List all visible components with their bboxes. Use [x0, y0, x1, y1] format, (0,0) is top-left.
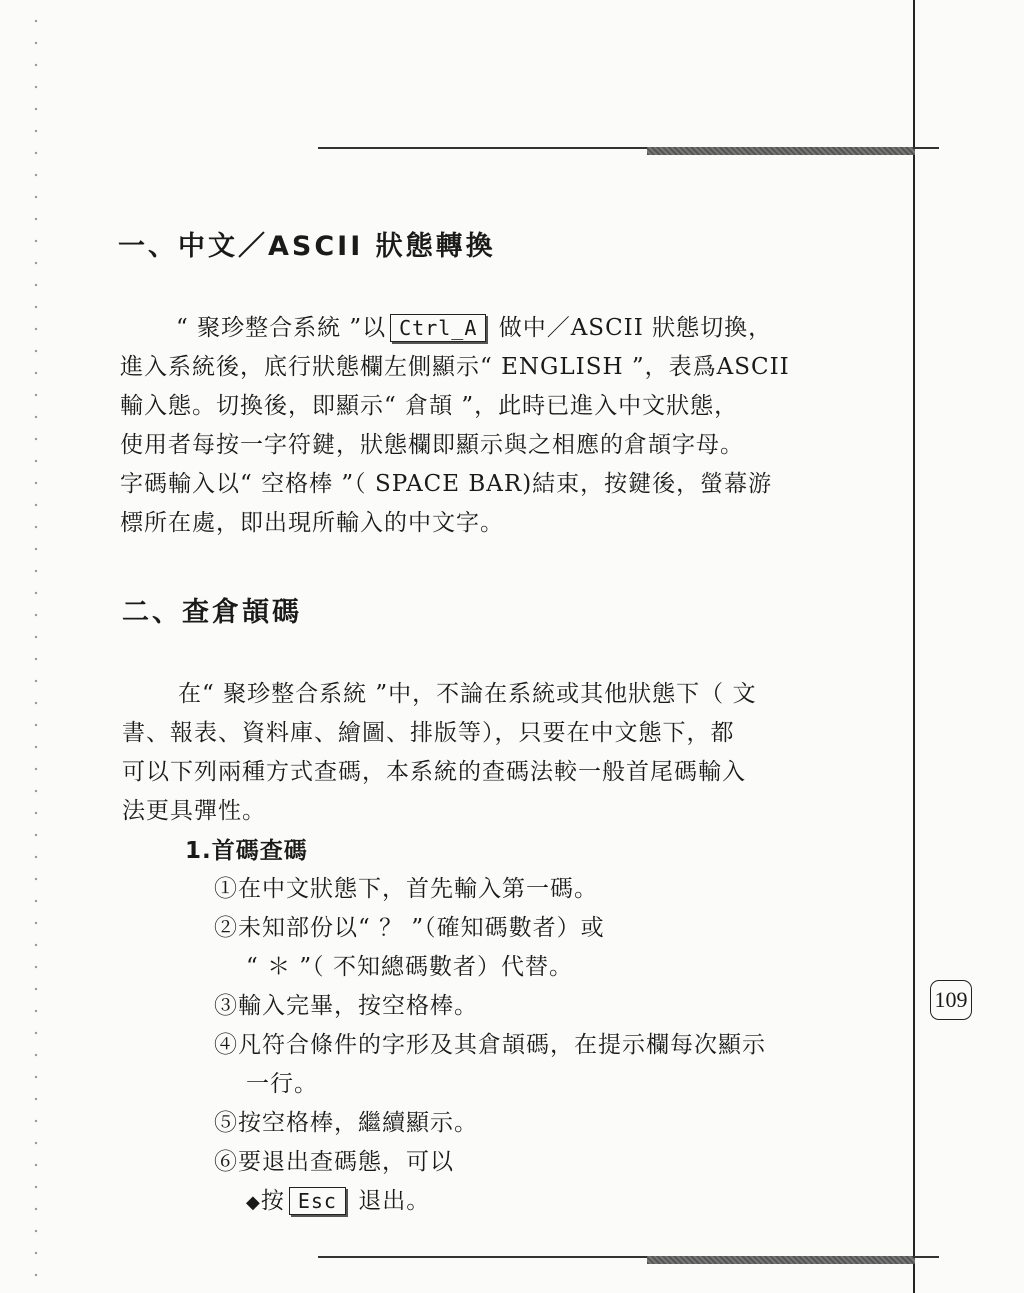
section1-line-4: 使用者每按一字符鍵，狀態欄即顯示與之相應的倉頡字母。	[120, 432, 744, 458]
section1-line-1: “ 聚珍整合系統 ”以 Ctrl_A 做中／ASCII 狀態切換，	[176, 315, 773, 341]
step-6: ⑥要退出查碼態，可以	[214, 1149, 454, 1175]
section1-line-3: 輸入態。切換後，即顯示“ 倉頡 ”，此時已進入中文狀態，	[120, 393, 739, 419]
section2-paragraph	[122, 675, 756, 831]
step-2: ②未知部份以“ ？ ”（確知碼數者）或	[214, 915, 605, 941]
step-5: ⑤按空格棒，繼續顯示。	[214, 1110, 478, 1136]
ctrl-a-key: Ctrl_A	[390, 314, 486, 342]
page-number: 109	[930, 980, 972, 1020]
lookup-steps	[214, 870, 766, 1221]
step-1: ①在中文狀態下，首先輸入第一碼。	[214, 876, 598, 902]
bottom-rule-tick	[913, 1256, 939, 1258]
section2-line-3: 可以下列兩種方式查碼，本系統的查碼法較一般首尾碼輸入	[122, 759, 746, 785]
step-4: ④凡符合條件的字形及其倉頡碼，在提示欄每次顯示	[214, 1032, 766, 1058]
top-rule-tick	[913, 147, 939, 149]
step-3: ③輸入完畢，按空格棒。	[214, 993, 478, 1019]
section1-line-6: 標所在處，即出現所輸入的中文字。	[120, 510, 504, 536]
section2-line-2: 書、報表、資料庫、繪圖、排版等），只要在中文態下，都	[122, 720, 735, 746]
section1-line-5: 字碼輸入以“ 空格棒 ”（ SPACE BAR)結束，按鍵後，螢幕游	[120, 471, 773, 497]
step-2-continued: “ ＊ ”（ 不知總碼數者）代替。	[246, 954, 573, 980]
diamond-bullet-icon: ◆	[246, 1192, 261, 1213]
binding-holes	[34, 10, 38, 1280]
top-rule	[318, 147, 915, 155]
step-4-continued: 一行。	[246, 1071, 318, 1097]
section1-line-2: 進入系統後，底行狀態欄左側顯示“ ENGLISH ”，表爲ASCII	[120, 354, 790, 380]
esc-key: Esc	[289, 1187, 346, 1215]
section2-line-1: 在“ 聚珍整合系統 ”中，不論在系統或其他狀態下（ 文	[178, 681, 757, 707]
page-edge-line	[913, 0, 915, 1293]
esc-exit-line: ◆按 Esc 退出。	[246, 1188, 431, 1214]
section2-heading: 二、查倉頡碼	[122, 597, 302, 628]
section1-heading: 一、中文／ASCII 狀態轉換	[118, 231, 496, 262]
section2-line-4: 法更具彈性。	[122, 798, 266, 824]
sub-heading-first-code-lookup: 1.首碼查碼	[185, 838, 308, 864]
bottom-rule	[318, 1256, 915, 1264]
section1-paragraph	[120, 309, 790, 543]
